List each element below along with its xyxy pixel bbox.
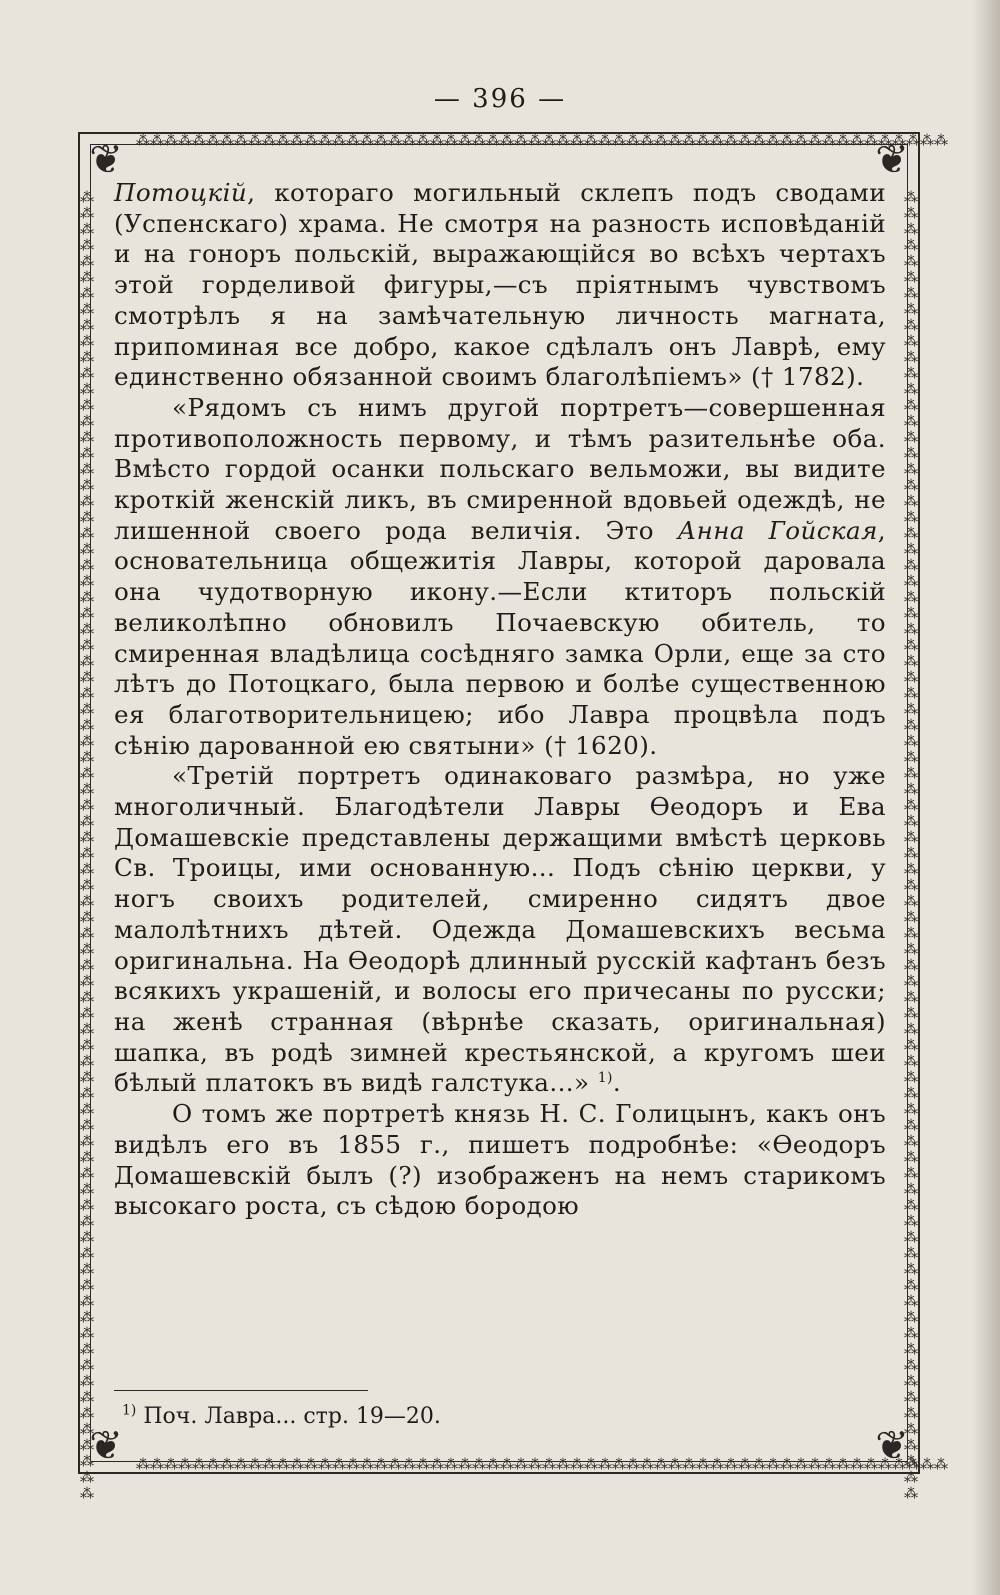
scan-page-edge <box>972 0 1000 1595</box>
text-run: «Третій портретъ одинаковаго размѣра, но уже многоличный. Благодѣтели Лавры Өеодоръ и Ева Домашевскіе представлены держащими вмѣстѣ церковь Св. Троицы, ими основанную... Подъ сѣнію церкви, у ногъ своихъ родителей, смиренно сидятъ двое малолѣтнихъ дѣтей. Одежда Домашевскихъ весьма оригинальна. На Өеодорѣ длинный русскій кафтанъ безъ всякихъ украшеній, и волосы его причесаны по русски; на женѣ странная (вѣрнѣе сказать, оригинальная) шапка, въ родѣ зимней крестьянской, а кругомъ шеи бѣлый платокъ въ видѣ галстука...» <box>114 761 886 1098</box>
paragraph <box>114 761 886 1099</box>
italic-name: Анна Гойская <box>677 515 878 545</box>
frame-left-ornament: ⁂⁂⁂⁂⁂⁂⁂⁂⁂⁂⁂⁂⁂⁂⁂⁂⁂⁂⁂⁂⁂⁂⁂⁂⁂⁂⁂⁂⁂⁂⁂⁂⁂⁂⁂⁂⁂⁂⁂⁂⁂⁂⁂⁂⁂⁂⁂⁂⁂⁂⁂⁂⁂⁂⁂⁂⁂⁂⁂⁂⁂⁂⁂⁂⁂⁂⁂⁂⁂⁂⁂⁂⁂⁂⁂⁂⁂⁂⁂⁂⁂⁂ <box>79 190 95 1502</box>
text-run: , котораго могильный склепъ подъ сводами (Успенскаго) храма. Не смотря на разность исповѣданій и на гоноръ польскій, выражающійся во всѣхъ чертахъ этой горделивой фигуры,—съ пріятнымъ чувствомъ смотрѣлъ я на замѣчательную личность магната, припоминая все добро, какое сдѣлалъ онъ Лаврѣ, ему единственно обязанной своимъ благолѣпіемъ» († 1782). <box>114 178 886 392</box>
paragraph <box>114 178 886 393</box>
page-number: — 396 — <box>433 84 567 114</box>
italic-name: Потоцкій <box>114 178 248 207</box>
paragraph <box>114 393 886 761</box>
text-run: «Рядомъ съ нимъ другой портретъ—совершенная противоположность первому, и тѣмъ разительнѣе оба. Вмѣсто гордой осанки польскаго вельможи, вы видите кроткій женскій ликъ, въ смиренной вдовьей одеждѣ, не лишенной своего рода величія. Это <box>114 392 886 545</box>
corner-ornament-icon: ❦ <box>89 1423 123 1469</box>
footnote-reference: 1) <box>597 1070 613 1087</box>
text-run: . <box>612 1068 622 1098</box>
corner-ornament-icon: ❦ <box>89 137 123 183</box>
frame-right-ornament: ⁂⁂⁂⁂⁂⁂⁂⁂⁂⁂⁂⁂⁂⁂⁂⁂⁂⁂⁂⁂⁂⁂⁂⁂⁂⁂⁂⁂⁂⁂⁂⁂⁂⁂⁂⁂⁂⁂⁂⁂⁂⁂⁂⁂⁂⁂⁂⁂⁂⁂⁂⁂⁂⁂⁂⁂⁂⁂⁂⁂⁂⁂⁂⁂⁂⁂⁂⁂⁂⁂⁂⁂⁂⁂⁂⁂⁂⁂⁂⁂⁂⁂ <box>903 190 919 1502</box>
ornamental-frame <box>78 132 948 1502</box>
footnote-divider <box>114 1390 368 1391</box>
footnote <box>122 1404 441 1429</box>
footnote-marker: 1) <box>122 1402 137 1419</box>
body-text <box>114 178 886 1222</box>
paragraph <box>114 1099 886 1222</box>
corner-ornament-icon: ❦ <box>875 1423 909 1469</box>
footnote-text: Поч. Лавра... стр. 19—20. <box>136 1404 441 1429</box>
frame-top-ornament: ⁂⁂⁂⁂⁂⁂⁂⁂⁂⁂⁂⁂⁂⁂⁂⁂⁂⁂⁂⁂⁂⁂⁂⁂⁂⁂⁂⁂⁂⁂⁂⁂⁂⁂⁂⁂⁂⁂⁂⁂⁂⁂⁂⁂⁂⁂⁂⁂⁂⁂⁂⁂⁂⁂⁂⁂⁂⁂ <box>136 133 948 149</box>
text-run: , основательница общежитія Лавры, которой даровала она чудотворную икону.—Если ктиторъ польскій великолѣпно обновилъ Почаевскую обитель, то смиренная владѣлица сосѣдняго замка Орли, еще за сто лѣтъ до Потоцкаго, была первою и болѣе существенною ея благотворительницею; ибо Лавра процвѣла подъ сѣнію дарованной ею святыни» († 1620). <box>114 515 886 760</box>
text-run: О томъ же портретѣ князь Н. С. Голицынъ, какъ онъ видѣлъ его въ 1855 г., пишетъ подробнѣе: «Өеодоръ Домашевскій былъ (?) изображенъ на немъ старикомъ высокаго роста, съ сѣдою бородою <box>114 1099 886 1221</box>
corner-ornament-icon: ❦ <box>875 137 909 183</box>
frame-bottom-ornament: ⁂⁂⁂⁂⁂⁂⁂⁂⁂⁂⁂⁂⁂⁂⁂⁂⁂⁂⁂⁂⁂⁂⁂⁂⁂⁂⁂⁂⁂⁂⁂⁂⁂⁂⁂⁂⁂⁂⁂⁂⁂⁂⁂⁂⁂⁂⁂⁂⁂⁂⁂⁂⁂⁂⁂⁂⁂⁂ <box>136 1457 948 1473</box>
